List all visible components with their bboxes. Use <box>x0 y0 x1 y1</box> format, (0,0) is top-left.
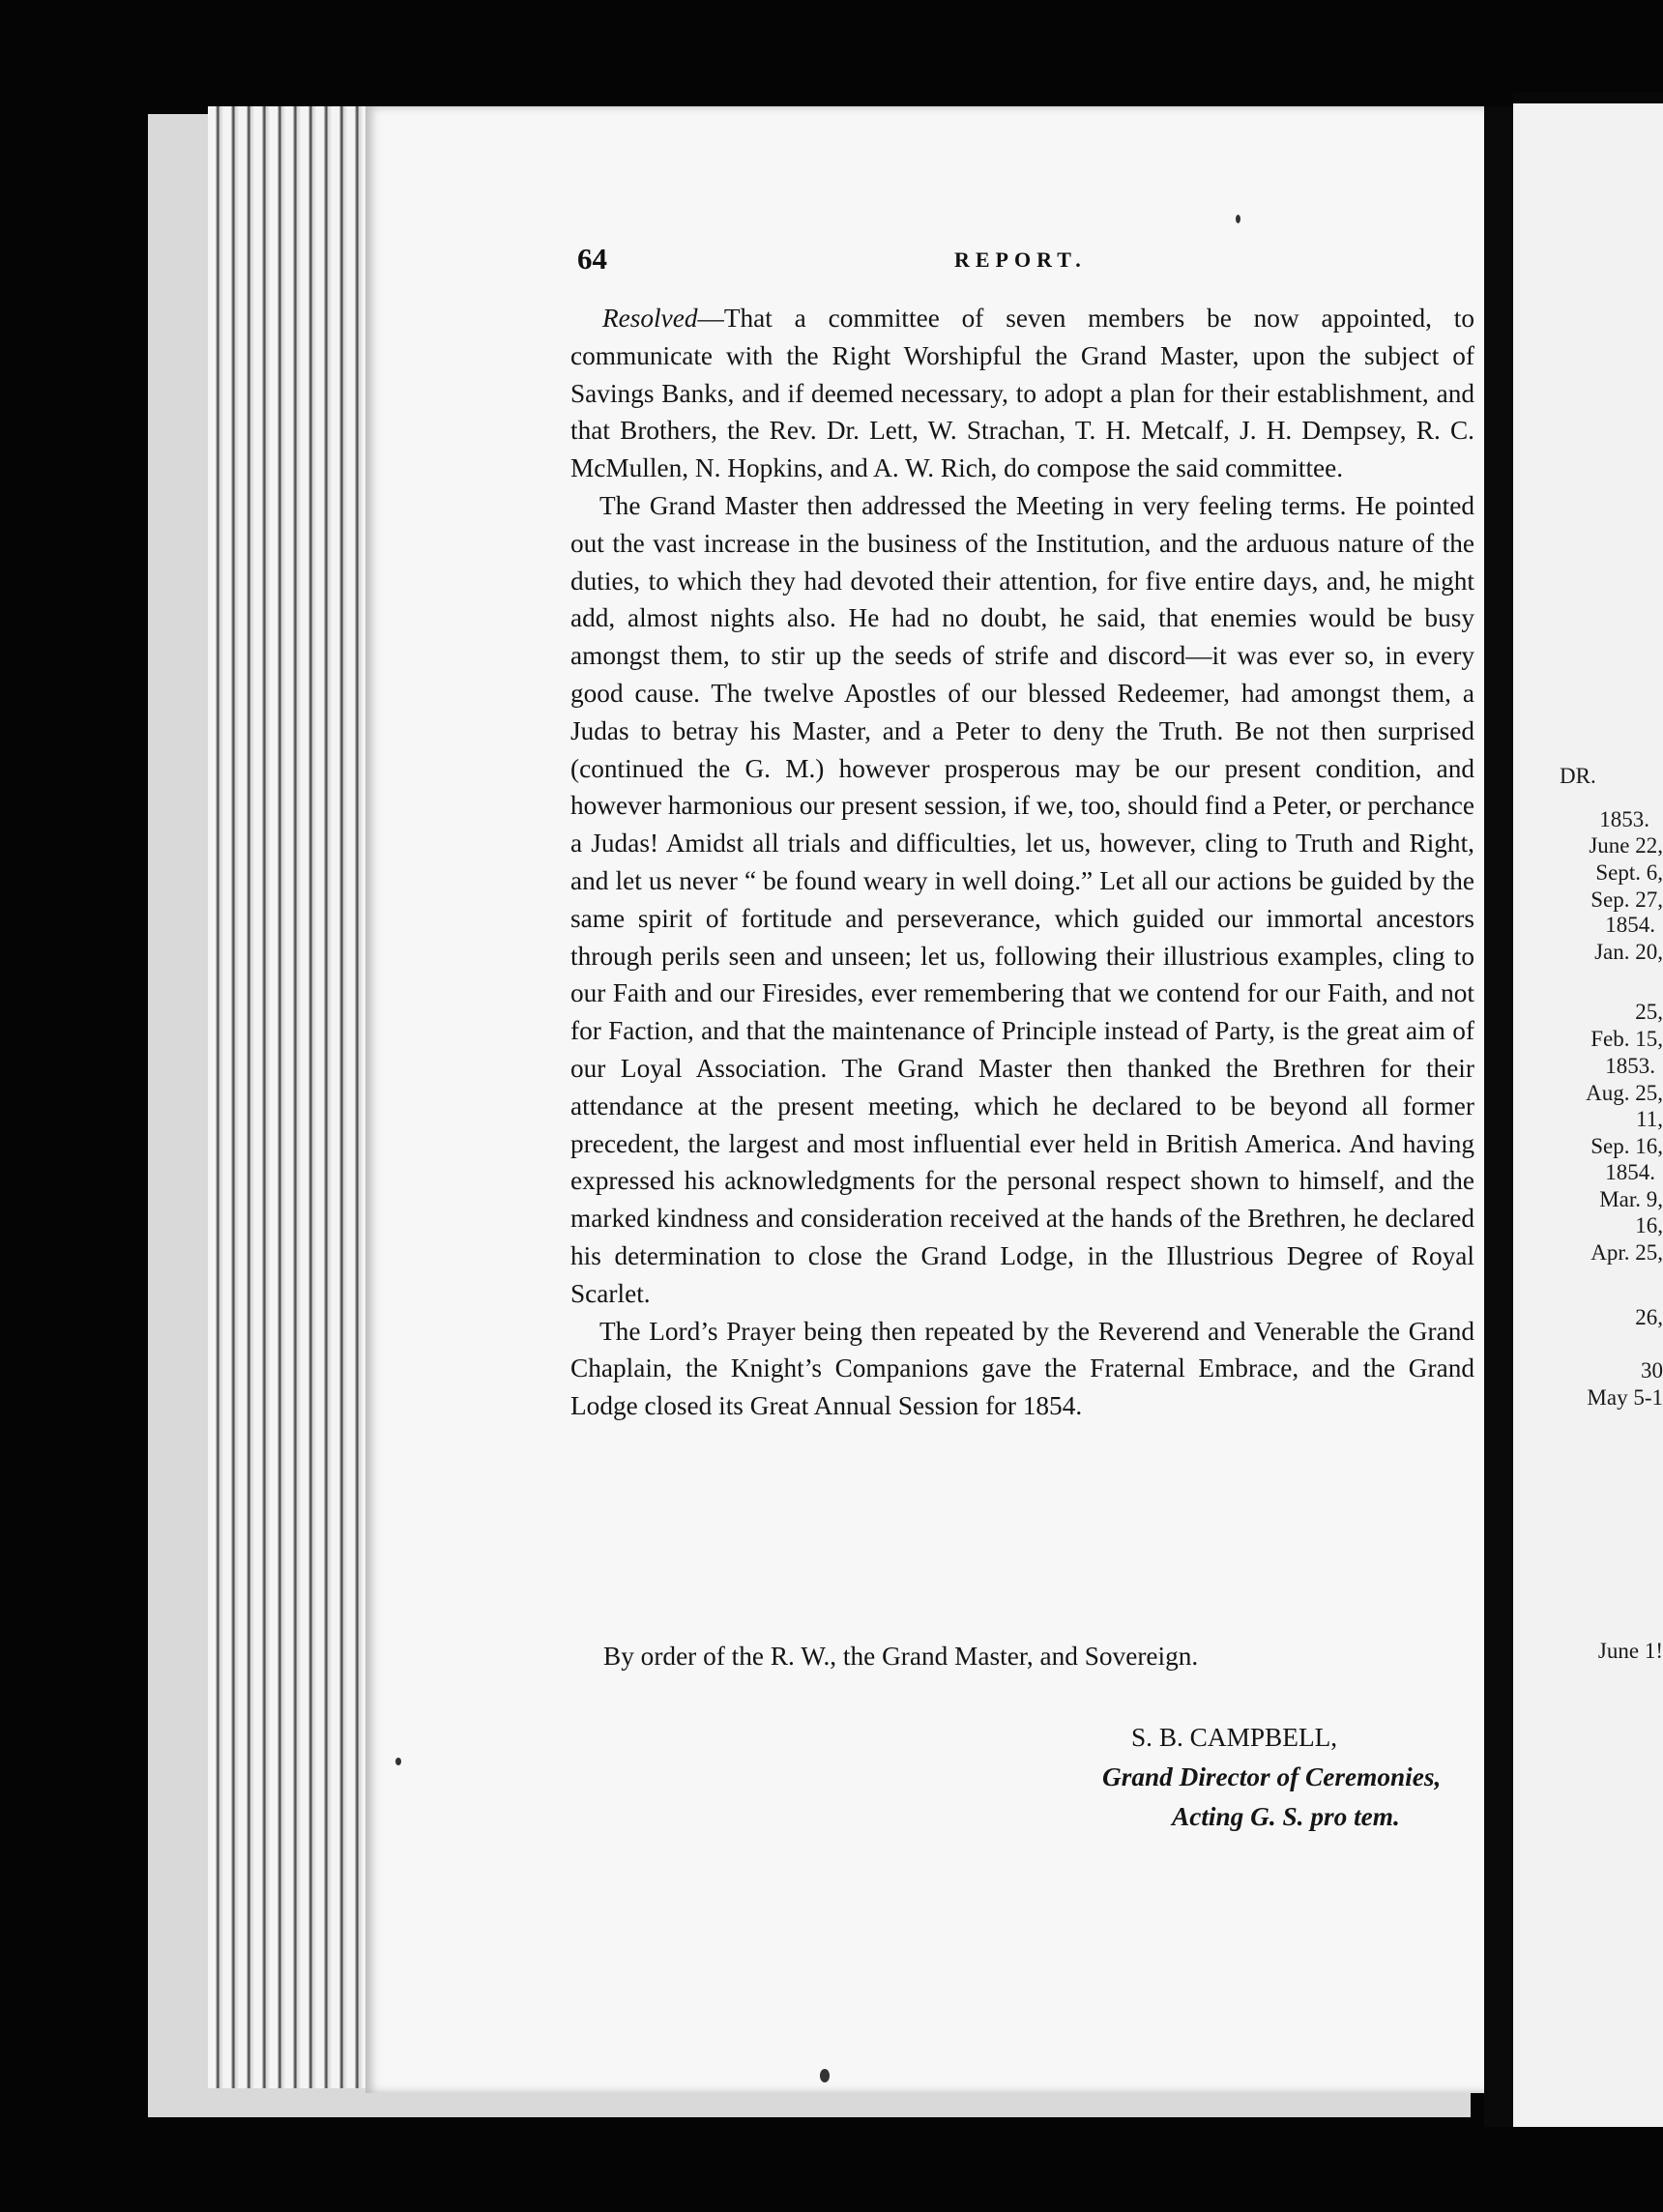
order-line: By order of the R. W., the Grand Master, and Sovereign. <box>603 1642 1199 1671</box>
ledger-entry: Sep. 27, <box>1590 888 1663 912</box>
ledger-entry: 1853. <box>1605 1054 1655 1078</box>
page-number: 64 <box>577 242 607 276</box>
resolution-text: —That a committee of seven members be now appointed, to communicate with the Right Worshipful the Grand Master, upon the subject of Savings Banks, and if deemed necessary, to adopt a plan for their establishment, and that Brothers, the Rev. Dr. Lett, W. Strachan, T. H. Metcalf, J. H. Dempsey, R. C. McMullen, N. Hopkins, and A. W. Rich, do compose the said committee. <box>570 304 1474 483</box>
grand-master-address-paragraph: The Grand Master then addressed the Meeting in very feeling terms. He pointed out the vast increase in the business of the Institution, and the arduous nature of the duties, to which they had devoted their attention, for five entire days, and, he might add, almost nights also. He had no doubt, he said, that enemies would be busy amongst them, to stir up the seeds of strife and discord—it was ever so, in every good cause. The twelve Apostles of our blessed Redeemer, had amongst them, a Judas to betray his Master, and a Peter to deny the Truth. Be not then surprised (continued the G. M.) however prosperous may be our present condition, and however harmonious our present session, if we, too, should find a Peter, or perchance a Judas! Amidst all trials and difficulties, let us, however, cling to Truth and Right, and let us never “ be found weary in well doing.” Let all our actions be guided by the same spirit of fortitude and perseverance, which guided our immortal ancestors through perils seen and unseen; let us, following their illustrious examples, cling to our Faith and our Firesides, ever remembering that we contend for our Faith, and not for Faction, and that the maintenance of Principle instead of Party, is the great aim of our Loyal Association. The Grand Master then thanked the Brethren for their attendance at the present meeting, which he declared to be beyond all former precedent, the largest and most influential ever held in British America. And having expressed his acknowledgments for the personal respect shown to himself, and the marked kindness and consideration received at the hands of the Brethren, he declared his determination to close the Grand Lodge, in the Illustrious Degree of Royal Scarlet. <box>570 490 1474 1308</box>
signatory-title: Grand Director of Ceremonies, <box>1102 1762 1442 1791</box>
closing-paragraph: The Lord’s Prayer being then repeated by the Reverend and Venerable the Grand Chaplain, the Knight’s Companions gave the Fraternal Embrace, and the Grand Lodge closed its Great Annual Session for 1854. <box>570 1316 1474 1421</box>
ledger-entry: 1854. <box>1605 1160 1655 1184</box>
ledger-entry: Aug. 25, <box>1586 1081 1663 1105</box>
signatory-name: S. B. CAMPBELL, <box>1131 1723 1338 1752</box>
running-head: REPORT. <box>954 247 1087 272</box>
ledger-entry: June 22, <box>1589 833 1663 858</box>
ledger-entry: 26, <box>1635 1305 1663 1329</box>
ledger-entry: Sep. 16, <box>1590 1134 1663 1158</box>
signatory-acting-title: Acting G. S. pro tem. <box>1172 1802 1400 1831</box>
ledger-entry: 30 <box>1641 1358 1663 1382</box>
ledger-entry: Mar. 9, <box>1599 1187 1663 1211</box>
ledger-entry: 16, <box>1635 1213 1663 1237</box>
ink-speck <box>820 2069 830 2082</box>
ink-speck <box>395 1758 401 1765</box>
ledger-entry: 1854. <box>1605 913 1655 937</box>
book-page-edges <box>208 106 372 2088</box>
ink-speck <box>1236 215 1240 223</box>
ledger-entry: 1853. <box>1599 807 1649 831</box>
resolved-lead: Resolved <box>602 304 698 333</box>
ledger-entry: 11, <box>1636 1107 1663 1131</box>
adjacent-page-shadow <box>1513 92 1663 103</box>
ledger-entry: Feb. 15, <box>1590 1027 1663 1051</box>
dr-label: DR. <box>1560 764 1596 788</box>
report-body <box>570 300 1474 1425</box>
ledger-entry: Jan. 20, <box>1594 940 1663 964</box>
ledger-entry: 25, <box>1635 1000 1663 1024</box>
ledger-entry: June 1! <box>1597 1639 1663 1663</box>
page-header <box>577 242 1474 280</box>
resolution-paragraph <box>570 300 1474 487</box>
ledger-entry: Apr. 25, <box>1590 1240 1663 1265</box>
ledger-entry: May 5-1 <box>1587 1385 1663 1410</box>
ledger-entry: Sept. 6, <box>1595 860 1663 885</box>
book-gutter <box>1484 106 1513 2127</box>
